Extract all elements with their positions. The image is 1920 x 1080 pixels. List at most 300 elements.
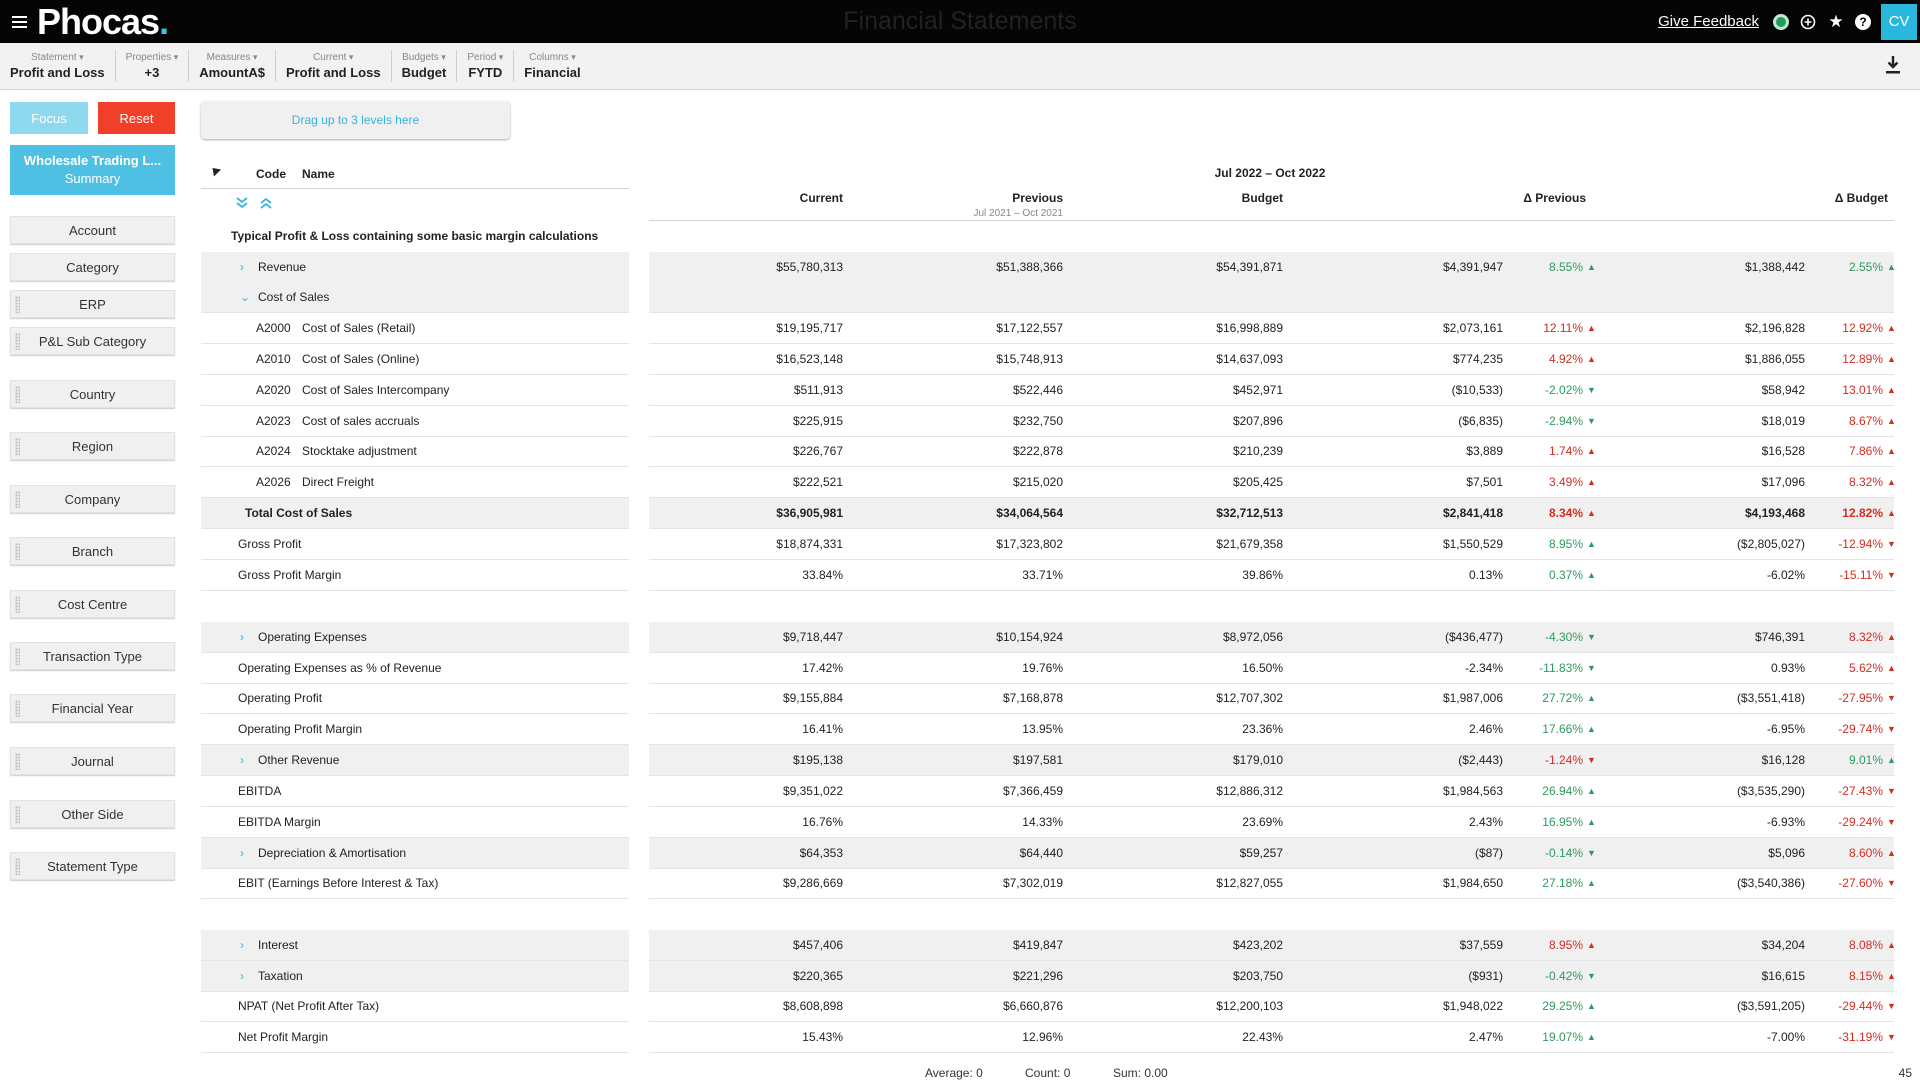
status-indicator-icon (1773, 14, 1789, 30)
delta-previous-value: -2.34% (1464, 661, 1503, 675)
previous-value: $17,122,557 (996, 321, 1063, 335)
previous-value: $64,440 (1019, 846, 1063, 860)
row-name[interactable]: Cost of Sales (Online) (302, 352, 420, 366)
toolbar-label: Period ▾ (467, 51, 503, 64)
row-name[interactable]: Total Cost of Sales (245, 506, 353, 520)
delta-budget-value: $18,019 (1761, 414, 1805, 428)
row-name[interactable]: Stocktake adjustment (302, 444, 417, 458)
toolbar-statement[interactable] (0, 50, 116, 82)
account-code: A2010 (256, 352, 291, 366)
trend-up-icon: ▲ (1587, 878, 1596, 888)
delta-budget-percent: -27.60% (1838, 876, 1883, 890)
trend-up-icon: ▲ (1587, 354, 1596, 364)
dimension-button[interactable]: Other Side (10, 800, 175, 828)
current-value: $55,780,313 (776, 260, 843, 274)
budget-value: $54,391,871 (1216, 260, 1283, 274)
budget-value: 23.36% (1242, 722, 1283, 736)
column-header-current[interactable]: Current (799, 191, 843, 205)
account-code: A2024 (256, 444, 291, 458)
avatar[interactable]: CV (1881, 4, 1917, 40)
current-value: $225,915 (792, 414, 843, 428)
logo-dot: . (159, 1, 169, 42)
row-name[interactable]: Revenue (258, 260, 307, 274)
delta-budget-value: $17,096 (1761, 475, 1805, 489)
delta-budget-value: $1,388,442 (1744, 260, 1805, 274)
previous-value: 13.95% (1022, 722, 1063, 736)
budget-value: $21,679,358 (1216, 537, 1283, 551)
previous-value: $10,154,924 (996, 630, 1063, 644)
previous-value: $215,020 (1012, 475, 1063, 489)
trend-up-icon: ▲ (1587, 477, 1596, 487)
trend-down-icon: ▼ (1887, 570, 1896, 580)
statement-toolbar (0, 43, 1920, 90)
row-name[interactable]: Cost of Sales Intercompany (302, 383, 450, 397)
delta-previous-percent: 19.07% (1542, 1030, 1583, 1044)
delta-previous-value: ($6,835) (1458, 414, 1503, 428)
budget-value: $12,886,312 (1216, 784, 1283, 798)
current-value: $9,286,669 (782, 876, 843, 890)
delta-budget-value: ($3,540,386) (1736, 876, 1805, 890)
budget-value: 23.69% (1242, 815, 1283, 829)
account-code: A2026 (256, 475, 291, 489)
row-name[interactable]: Operating Expenses (258, 630, 367, 644)
budget-value: $423,202 (1232, 938, 1283, 952)
row-name[interactable]: Interest (258, 938, 299, 952)
statement-description: Typical Profit & Loss containing some basic margin calculations (231, 229, 599, 243)
previous-value: 12.96% (1022, 1030, 1063, 1044)
budget-value: $32,712,513 (1216, 506, 1283, 520)
expand-chevron-icon[interactable]: › (240, 260, 244, 274)
trend-down-icon: ▼ (1587, 755, 1596, 765)
previous-value: 14.33% (1022, 815, 1063, 829)
summary-title: Wholesale Trading L... (23, 153, 162, 168)
row-divider (201, 898, 629, 899)
toolbar-budgets[interactable] (392, 50, 458, 82)
row-name[interactable]: EBITDA (238, 784, 282, 798)
current-value: $9,155,884 (782, 691, 843, 705)
dimension-button[interactable]: Branch (10, 537, 175, 565)
previous-period-label: Jul 2021 – Oct 2021 (973, 208, 1063, 219)
row-name[interactable]: Cost of sales accruals (302, 414, 420, 428)
toolbar-value: AmountA$ (199, 65, 265, 80)
delta-previous-value: 2.43% (1468, 815, 1503, 829)
delta-budget-percent: -15.11% (1839, 568, 1883, 582)
trend-down-icon: ▼ (1587, 971, 1596, 981)
footer-sum: Sum: 0.00 (1113, 1066, 1168, 1080)
toolbar-value: Profit and Loss (285, 65, 381, 80)
account-code: A2000 (256, 321, 291, 335)
trend-down-icon: ▼ (1887, 693, 1896, 703)
delta-previous-percent: 8.55% (1548, 260, 1583, 274)
current-value: 16.76% (802, 815, 843, 829)
delta-budget-percent: 12.92% (1842, 321, 1883, 335)
trend-up-icon: ▲ (1587, 693, 1596, 703)
account-code: A2020 (256, 383, 291, 397)
previous-value: $6,660,876 (1002, 999, 1063, 1013)
delta-budget-value: $5,096 (1768, 846, 1805, 860)
delta-previous-value: $1,987,006 (1442, 691, 1503, 705)
current-value: $64,353 (799, 846, 843, 860)
delta-budget-percent: -29.74% (1838, 722, 1883, 736)
column-header-delta-previous[interactable]: Δ Previous (1523, 191, 1586, 205)
budget-value: $210,239 (1232, 444, 1283, 458)
trend-up-icon: ▲ (1587, 539, 1596, 549)
current-value: $457,406 (792, 938, 843, 952)
delta-previous-value: $1,984,650 (1442, 876, 1503, 890)
dimension-button[interactable]: Statement Type (10, 852, 175, 880)
expand-chevron-icon[interactable]: › (240, 969, 244, 983)
trend-up-icon: ▲ (1887, 323, 1896, 333)
row-name[interactable]: Gross Profit Margin (238, 568, 342, 582)
row-divider (649, 590, 1894, 591)
delta-budget-percent: -27.95% (1838, 691, 1883, 705)
summary-card[interactable] (10, 145, 175, 195)
budget-value: $12,200,103 (1216, 999, 1283, 1013)
delta-budget-percent: 8.15% (1848, 969, 1883, 983)
dimension-button[interactable]: ERP (10, 290, 175, 318)
delta-budget-value: $2,196,828 (1744, 321, 1805, 335)
budget-value: $12,707,302 (1216, 691, 1283, 705)
expand-chevron-icon[interactable]: › (240, 753, 244, 767)
delta-previous-value: $37,559 (1459, 938, 1503, 952)
budget-value: $179,010 (1232, 753, 1283, 767)
budget-value: 22.43% (1242, 1030, 1283, 1044)
trend-down-icon: ▼ (1887, 786, 1896, 796)
summary-subtitle: Summary (64, 171, 121, 186)
delta-previous-percent: 0.37% (1548, 568, 1583, 582)
trend-up-icon: ▲ (1887, 416, 1896, 426)
current-value: 15.43% (802, 1030, 843, 1044)
budget-value: $12,827,055 (1216, 876, 1283, 890)
current-value: $19,195,717 (776, 321, 843, 335)
column-header-previous[interactable]: Previous (1012, 191, 1063, 205)
delta-previous-percent: 26.94% (1542, 784, 1583, 798)
dimension-button[interactable]: Cost Centre (10, 590, 175, 618)
trend-down-icon: ▼ (1887, 539, 1896, 549)
dimension-button[interactable]: Account (10, 216, 175, 244)
delta-budget-percent: -29.44% (1838, 999, 1883, 1013)
collapse-chevron-icon[interactable]: ⌄ (240, 290, 251, 304)
delta-previous-percent: -4.30% (1544, 630, 1583, 644)
delta-budget-value: $4,193,468 (1744, 506, 1805, 520)
toolbar-label: Budgets ▾ (402, 51, 447, 64)
toolbar-label: Statement ▾ (10, 51, 105, 64)
delta-budget-value: $58,942 (1761, 383, 1805, 397)
delta-previous-percent: -0.14% (1544, 846, 1583, 860)
current-value: $222,521 (792, 475, 843, 489)
delta-budget-percent: 9.01% (1848, 753, 1883, 767)
logo-text: Phocas (37, 1, 160, 42)
current-value: $226,767 (792, 444, 843, 458)
menu-icon[interactable] (12, 16, 27, 28)
delta-budget-percent: -31.19% (1838, 1030, 1883, 1044)
current-value: $511,913 (793, 383, 843, 397)
previous-value: $419,847 (1012, 938, 1063, 952)
trend-up-icon: ▲ (1887, 632, 1896, 642)
trend-down-icon: ▼ (1887, 1001, 1896, 1011)
delta-previous-percent: -11.83% (1539, 661, 1583, 675)
delta-budget-value: $34,204 (1761, 938, 1805, 952)
current-value: $8,608,898 (782, 999, 843, 1013)
help-icon[interactable]: ? (1855, 14, 1871, 30)
delta-budget-value: -6.93% (1766, 815, 1805, 829)
dimension-button[interactable]: Country (10, 380, 175, 408)
expand-collapse-controls (236, 196, 272, 210)
delta-previous-percent: 27.18% (1542, 876, 1583, 890)
row-name[interactable]: NPAT (Net Profit After Tax) (238, 999, 380, 1013)
row-name[interactable]: Other Revenue (258, 753, 340, 767)
trend-up-icon: ▲ (1887, 477, 1896, 487)
current-value: $16,523,148 (776, 352, 843, 366)
budget-value: 16.50% (1242, 661, 1283, 675)
row-name[interactable]: Operating Profit (238, 691, 323, 705)
column-header-code[interactable]: Code (256, 167, 286, 181)
row-name[interactable]: Gross Profit (238, 537, 302, 551)
toolbar-value: +3 (144, 65, 160, 80)
delta-previous-percent: -0.42% (1544, 969, 1583, 983)
expand-chevron-icon[interactable]: › (240, 846, 244, 860)
header-actions (1658, 0, 1920, 43)
delta-previous-value: 2.47% (1468, 1030, 1503, 1044)
dimension-button[interactable]: Journal (10, 747, 175, 775)
delta-budget-value: ($3,535,290) (1736, 784, 1805, 798)
delta-budget-value: -6.95% (1766, 722, 1805, 736)
previous-value: $232,750 (1012, 414, 1063, 428)
delta-previous-percent: 12.11% (1543, 321, 1583, 335)
trend-down-icon: ▼ (1587, 385, 1596, 395)
delta-budget-percent: -12.94% (1838, 537, 1883, 551)
delta-budget-percent: 2.55% (1848, 260, 1883, 274)
delta-previous-percent: 17.66% (1542, 722, 1583, 736)
delta-budget-percent: 8.32% (1848, 630, 1883, 644)
delta-budget-percent: 12.82% (1842, 506, 1883, 520)
row-name[interactable]: Depreciation & Amortisation (258, 846, 407, 860)
trend-up-icon: ▲ (1887, 446, 1896, 456)
delta-previous-value: $1,550,529 (1442, 537, 1503, 551)
delta-previous-value: $1,948,022 (1442, 999, 1503, 1013)
trend-up-icon: ▲ (1587, 817, 1596, 827)
budget-value: $16,998,889 (1216, 321, 1283, 335)
expand-chevron-icon[interactable]: › (240, 630, 244, 644)
trend-up-icon: ▲ (1587, 1032, 1596, 1042)
footer-corner-number: 45 (1898, 1066, 1912, 1080)
current-value: $18,874,331 (776, 537, 843, 551)
period-header: Jul 2022 – Oct 2022 (1214, 166, 1326, 180)
trend-up-icon: ▲ (1587, 786, 1596, 796)
previous-value: $522,446 (1012, 383, 1063, 397)
delta-previous-value: $2,841,418 (1442, 506, 1503, 520)
delta-budget-percent: 8.32% (1848, 475, 1883, 489)
collapse-all-triangle-icon[interactable] (209, 164, 221, 176)
column-header-delta-budget[interactable]: Δ Budget (1834, 191, 1888, 205)
budget-value: $203,750 (1232, 969, 1283, 983)
current-value: $9,351,022 (782, 784, 843, 798)
toolbar-value: Profit and Loss (10, 65, 105, 80)
delta-budget-value: $1,886,055 (1744, 352, 1805, 366)
trend-up-icon: ▲ (1887, 848, 1896, 858)
current-value: $220,365 (792, 969, 843, 983)
toolbar-label: Properties ▾ (126, 51, 179, 64)
dimension-button[interactable]: Financial Year (10, 694, 175, 722)
toolbar-measures[interactable] (189, 50, 276, 82)
delta-previous-percent: 8.34% (1548, 506, 1583, 520)
delta-budget-percent: 12.89% (1842, 352, 1883, 366)
star-icon[interactable]: ★ (1828, 11, 1844, 31)
delta-budget-value: ($3,591,205) (1736, 999, 1805, 1013)
dimension-button[interactable]: Transaction Type (10, 642, 175, 670)
delta-previous-percent: -2.02% (1544, 383, 1583, 397)
row-divider (649, 898, 1894, 899)
row-name[interactable]: Cost of Sales (258, 290, 330, 304)
trend-down-icon: ▼ (1587, 663, 1596, 673)
trend-down-icon: ▼ (1887, 817, 1896, 827)
row-name[interactable]: Cost of Sales (Retail) (302, 321, 416, 335)
row-name[interactable]: Net Profit Margin (238, 1030, 329, 1044)
row-divider (201, 1052, 629, 1053)
delta-budget-value: $16,128 (1761, 753, 1805, 767)
current-value: 33.84% (802, 568, 843, 582)
toolbar-value: FYTD (468, 65, 503, 80)
delta-previous-percent: 1.74% (1548, 444, 1583, 458)
trend-up-icon: ▲ (1887, 971, 1896, 981)
previous-value: $221,296 (1012, 969, 1063, 983)
dimension-button[interactable]: P&L Sub Category (10, 327, 175, 355)
previous-value: $7,302,019 (1002, 876, 1063, 890)
previous-value: 19.76% (1022, 661, 1063, 675)
trend-up-icon: ▲ (1587, 323, 1596, 333)
previous-value: $34,064,564 (996, 506, 1063, 520)
previous-value: $7,168,878 (1002, 691, 1063, 705)
toolbar-current[interactable] (276, 50, 392, 82)
current-value: 17.42% (802, 661, 843, 675)
top-bar (0, 0, 1920, 43)
expand-all-icon[interactable] (236, 196, 248, 210)
trend-up-icon: ▲ (1887, 663, 1896, 673)
trend-down-icon: ▼ (1587, 416, 1596, 426)
previous-value: $197,581 (1012, 753, 1063, 767)
delta-previous-value: ($931) (1468, 969, 1503, 983)
previous-value: $51,388,366 (996, 260, 1063, 274)
budget-value: $205,425 (1232, 475, 1283, 489)
trend-up-icon: ▲ (1887, 385, 1896, 395)
delta-budget-value: -7.00% (1766, 1030, 1805, 1044)
delta-previous-value: ($2,443) (1458, 753, 1503, 767)
trend-up-icon: ▲ (1887, 755, 1896, 765)
delta-budget-percent: 8.08% (1848, 938, 1883, 952)
toolbar-properties[interactable] (116, 50, 190, 82)
previous-value: $222,878 (1012, 444, 1063, 458)
current-value: $9,718,447 (782, 630, 843, 644)
previous-value: 33.71% (1022, 568, 1063, 582)
delta-previous-percent: -1.24% (1544, 753, 1583, 767)
trend-up-icon: ▲ (1587, 262, 1596, 272)
drag-levels-drop-zone[interactable]: Drag up to 3 levels here (201, 101, 510, 139)
delta-budget-percent: 13.01% (1842, 383, 1883, 397)
delta-budget-value: $16,528 (1761, 444, 1805, 458)
delta-previous-value: ($87) (1474, 846, 1503, 860)
toolbar-label: Columns ▾ (524, 51, 580, 64)
delta-budget-percent: -29.24% (1838, 815, 1883, 829)
dimension-button[interactable]: Category (10, 253, 175, 281)
previous-value: $17,323,802 (996, 537, 1063, 551)
column-header-name[interactable]: Name (302, 167, 335, 181)
toolbar-value: Financial (524, 65, 581, 80)
trend-up-icon: ▲ (1887, 262, 1896, 272)
trend-down-icon: ▼ (1887, 724, 1896, 734)
delta-budget-percent: 7.86% (1848, 444, 1883, 458)
delta-budget-percent: 8.60% (1848, 846, 1883, 860)
trend-down-icon: ▼ (1887, 878, 1896, 888)
delta-previous-percent: 4.92% (1548, 352, 1583, 366)
add-circle-icon[interactable] (1799, 13, 1817, 31)
footer-count: Count: 0 (1025, 1066, 1071, 1080)
trend-up-icon: ▲ (1887, 354, 1896, 364)
delta-previous-value: 0.13% (1468, 568, 1503, 582)
trend-up-icon: ▲ (1587, 446, 1596, 456)
toolbar-columns[interactable] (514, 50, 590, 82)
footer-average: Average: 0 (925, 1066, 983, 1080)
toolbar-period[interactable] (457, 50, 514, 82)
delta-budget-value: -6.02% (1766, 568, 1805, 582)
delta-previous-percent: 29.25% (1542, 999, 1583, 1013)
trend-up-icon: ▲ (1587, 940, 1596, 950)
trend-down-icon: ▼ (1587, 848, 1596, 858)
delta-previous-percent: 3.49% (1548, 475, 1583, 489)
budget-value: $14,637,093 (1216, 352, 1283, 366)
row-name[interactable]: EBITDA Margin (238, 815, 321, 829)
dimension-button[interactable]: Company (10, 485, 175, 513)
reset-button[interactable]: Reset (98, 102, 175, 134)
delta-previous-value: $7,501 (1466, 475, 1503, 489)
delta-previous-value: $1,984,563 (1442, 784, 1503, 798)
delta-previous-value: $774,235 (1452, 352, 1503, 366)
focus-button[interactable]: Focus (10, 102, 88, 134)
delta-previous-percent: 27.72% (1542, 691, 1583, 705)
toolbar-value: Budget (401, 65, 447, 80)
trend-up-icon: ▲ (1587, 1001, 1596, 1011)
trend-up-icon: ▲ (1587, 570, 1596, 580)
delta-budget-value: $746,391 (1754, 630, 1805, 644)
download-icon[interactable] (1886, 55, 1900, 75)
column-header-budget[interactable]: Budget (1241, 191, 1283, 205)
delta-budget-percent: -27.43% (1838, 784, 1883, 798)
current-value: $36,905,981 (776, 506, 843, 520)
trend-up-icon: ▲ (1587, 508, 1596, 518)
give-feedback-link[interactable]: Give Feedback (1658, 13, 1759, 30)
row-name[interactable]: Operating Expenses as % of Revenue (238, 661, 442, 675)
delta-previous-value: ($10,533) (1451, 383, 1503, 397)
row-name[interactable]: EBIT (Earnings Before Interest & Tax) (238, 876, 439, 890)
row-divider (201, 590, 629, 591)
row-name[interactable]: Direct Freight (302, 475, 375, 489)
row-name[interactable]: Taxation (258, 969, 303, 983)
budget-value: $452,971 (1232, 383, 1283, 397)
expand-chevron-icon[interactable]: › (240, 938, 244, 952)
budget-value: 39.86% (1242, 568, 1283, 582)
header-divider (201, 188, 629, 189)
dimension-button[interactable]: Region (10, 432, 175, 460)
toolbar-label: Current ▾ (286, 51, 381, 64)
delta-budget-value: ($2,805,027) (1736, 537, 1805, 551)
current-value: 16.41% (802, 722, 843, 736)
logo[interactable] (37, 0, 168, 43)
trend-up-icon: ▲ (1887, 940, 1896, 950)
trend-up-icon: ▲ (1587, 724, 1596, 734)
collapse-all-icon[interactable] (260, 196, 272, 210)
row-name[interactable]: Operating Profit Margin (238, 722, 363, 736)
toolbar-label: Measures ▾ (199, 51, 265, 64)
delta-previous-value: ($436,477) (1444, 630, 1503, 644)
